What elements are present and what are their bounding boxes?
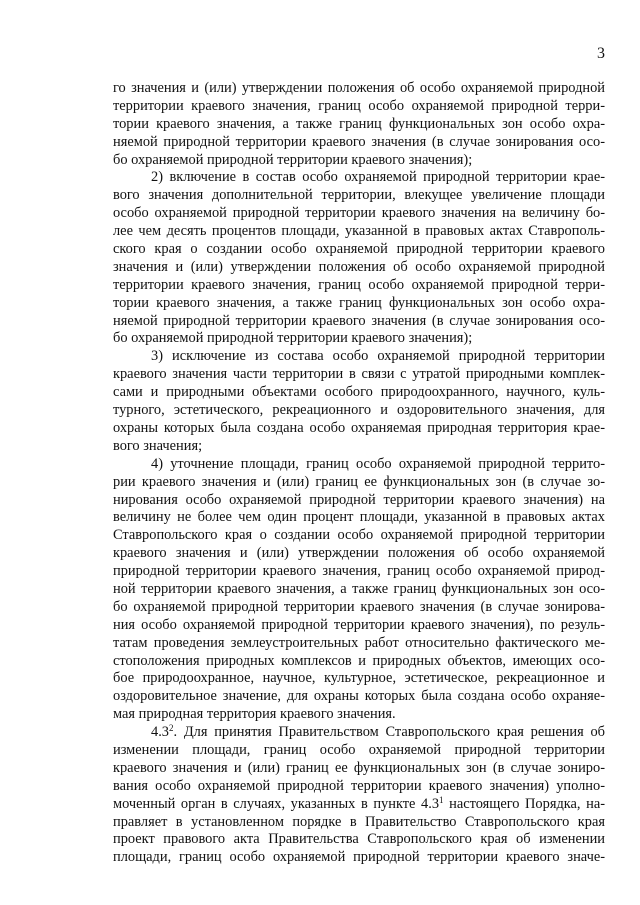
text-line: ского края о создании особо охраняемой природной территории краевого [113, 241, 605, 258]
text-line: 2) включение в состав особо охраняемой природной территории крае- [151, 169, 605, 186]
text-line: проект правового акта Правительства Ставропольского края об изменении [113, 831, 605, 848]
text-line: ния особо охраняемой природной территории краевого значения), по резуль- [113, 616, 605, 633]
text-line: вого значения; [113, 437, 203, 454]
text-line: бо охраняемой природной территории краевого значения); [113, 151, 473, 168]
paragraph-continuation [113, 80, 605, 169]
text-line: мая природная территория краевого значения. [113, 706, 396, 723]
text-line: краевого значения и (или) границ ее функциональных зон (в случае зониро- [113, 759, 605, 776]
text-line: краевого значения и (или) утверждении положения об особо охраняемой [113, 545, 605, 562]
document-body [113, 80, 605, 867]
text-line: няемой природной территории краевого значения (в случае зонирования осо- [113, 133, 605, 150]
text-line: рии краевого значения и (или) границ ее функциональных зон (в случае зо- [113, 473, 605, 490]
text-line: сами и природными объектами особого природоохранного, научного, куль- [113, 384, 605, 401]
text-line: значения и (или) утверждении положения об особо охраняемой природной [113, 258, 605, 275]
text-line: ной территории краевого значения, а также границ функциональных зон осо- [113, 580, 605, 597]
text-line: 3) исключение из состава особо охраняемой природной территории [151, 348, 605, 365]
text-line: турного, эстетического, рекреационного и оздоровительного значения, для [113, 402, 605, 419]
page-number: 3 [597, 45, 605, 62]
paragraph-item-3 [113, 348, 605, 455]
paragraph-clause-4-3-2 [113, 724, 605, 867]
text-line: правляет в установленном порядке в Правительство Ставропольского края [113, 813, 605, 830]
text-line: площади, границ особо охраняемой природной территории краевого значе- [113, 849, 605, 866]
text-line: бо охраняемой природной территории краевого значения); [113, 330, 473, 347]
clause-reference-superscript: 1 [439, 795, 444, 805]
text-line: оздоровительное значение, для охраны которых была создана особо охраняе- [113, 688, 605, 705]
text-fragment: . Для принятия Правительством Ставропольского края решения об [173, 724, 605, 741]
text-line: вого значения дополнительной территории, влекущее увеличение площади [113, 187, 605, 204]
text-line: нирования особо охраняемой природной территории краевого значения) на [113, 491, 605, 508]
text-line [113, 724, 605, 742]
text-line: изменении площади, границ особо охраняемой природной территории [113, 742, 605, 759]
text-fragment: моченный орган в случаях, указанных в пункте 4.3 [113, 795, 440, 812]
clause-superscript: 2 [169, 724, 174, 734]
text-line: го значения и (или) утверждении положения об особо охраняемой природной [113, 80, 605, 96]
paragraph-item-4 [113, 456, 605, 724]
text-line: няемой природной территории краевого значения (в случае зонирования осо- [113, 312, 605, 329]
text-line: татам проведения землеустроительных работ относительно фактического ме- [113, 634, 605, 651]
text-line: величину не более чем один процент площади, указанной в правовых актах [113, 509, 605, 526]
text-line: лее чем десять процентов площади, указанной в правовых актах Ставрополь- [113, 223, 605, 240]
text-line: территории краевого значения, границ особо охраняемой природной терри- [113, 276, 605, 293]
text-line: бое природоохранное, научное, культурное, эстетическое, рекреационное и [113, 670, 605, 687]
text-line: 4) уточнение площади, границ особо охраняемой природной террито- [151, 455, 605, 472]
text-line: особо охраняемой природной территории краевого значения на величину бо- [113, 205, 605, 222]
text-line: Ставропольского края о создании особо охраняемой природной территории [113, 527, 605, 544]
paragraph-item-2 [113, 169, 605, 348]
text-line: охраны которых была создана особо охраняемая природная территория крае- [113, 419, 605, 436]
text-line: стоположения природных комплексов и природных объектов, имеющих осо- [113, 652, 605, 669]
text-fragment: настоящего Порядка, на- [443, 795, 605, 812]
text-line: природной территории краевого значения, границ особо охраняемой природ- [113, 563, 605, 580]
clause-number: 4.3 [151, 724, 169, 741]
text-line [113, 796, 605, 814]
text-line: территории краевого значения, границ особо охраняемой природной терри- [113, 97, 605, 114]
text-line: тории краевого значения, а также границ функциональных зон особо охра- [113, 115, 605, 132]
text-line: краевого значения части территории в связи с утратой природными комплек- [113, 366, 605, 383]
text-line: бо охраняемой природной территории краевого значения (в случае зонирова- [113, 598, 605, 615]
text-line: тории краевого значения, а также границ функциональных зон особо охра- [113, 294, 605, 311]
text-line: вания особо охраняемой природной территории краевого значения) уполно- [113, 777, 605, 794]
